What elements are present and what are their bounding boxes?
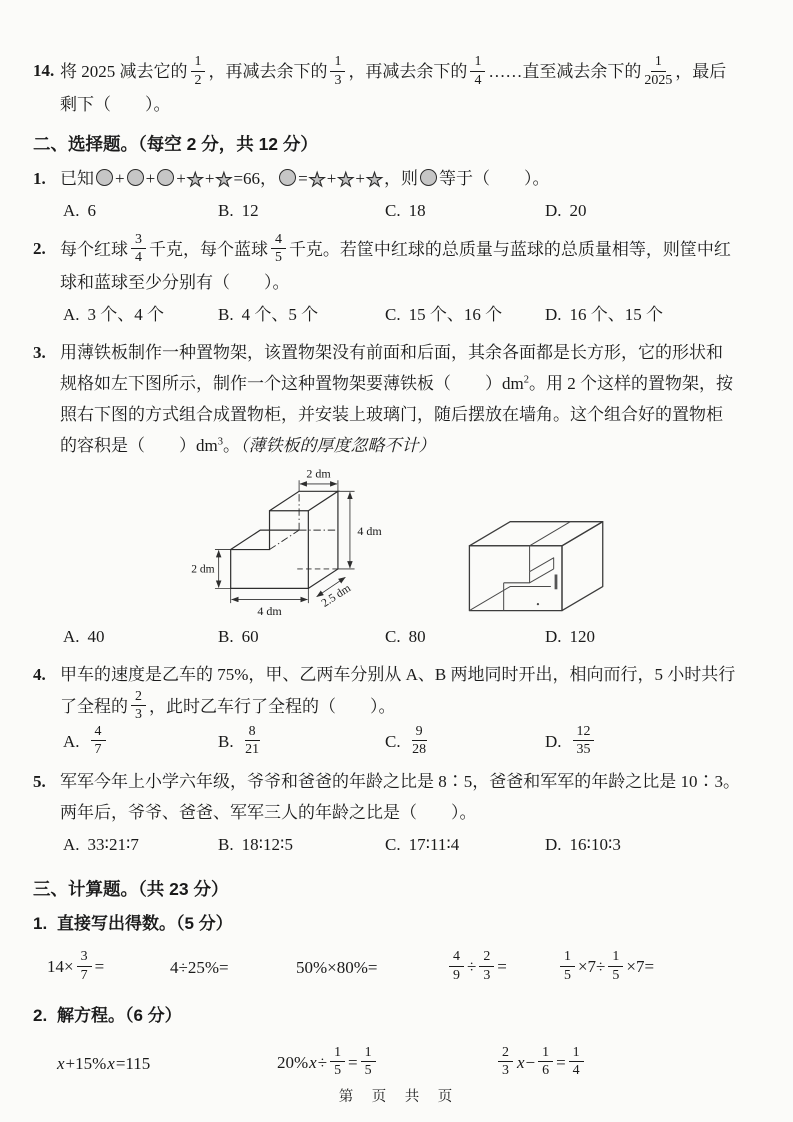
- fraction: $\frac{3}{4}$: [131, 232, 146, 266]
- question-14-number: 14.: [33, 61, 55, 80]
- star-icon: ★: [308, 168, 326, 191]
- shelf-dim-top: 2 dm: [306, 467, 331, 481]
- fraction: $\frac{3}{7}$: [77, 949, 92, 983]
- question-5-number: 5.: [33, 771, 46, 791]
- cabinet-handle: [555, 574, 558, 589]
- option-b: B. 18∶12∶5: [218, 834, 293, 854]
- question-4-options: [60, 723, 767, 760]
- option-d: D. 120: [545, 626, 596, 646]
- question-3-text-line-1: 用薄铁板制作一种置物架，该置物架没有前面和后面，其余各面都是长方形，它的形状和: [60, 342, 723, 362]
- question-14-text-line-1: 将 2025 减去它的 $\frac{1}{2}$ ，再减去余下的 $\frac{1}{3}$ ，再减去余下的 $\frac{1}{4}$ ……直至减去余下的 $\frac{1}{2025}$ ，最后: [60, 54, 727, 88]
- fraction: $\frac{2}{3}$: [131, 689, 146, 723]
- option-c: C. $\frac{9}{28}$: [385, 723, 427, 758]
- fraction: $\frac{9}{28}$: [412, 723, 427, 758]
- fraction: $\frac{12}{35}$: [573, 724, 595, 758]
- calc-2-title: 解方程。（6 分）: [57, 1006, 182, 1026]
- fraction: $\frac{1}{4}$: [569, 1045, 584, 1079]
- calc-1-header: [33, 909, 767, 940]
- shelf-dim-left: 2 dm: [191, 563, 215, 576]
- question-2-text-line-2: 球和蓝球至少分别有（ ）。: [60, 273, 290, 292]
- calc-2-row: [56, 1040, 767, 1088]
- question-1: [33, 164, 767, 232]
- question-5-text-line-1: 军军今年上小学六年级，爷爷和爸爸的年龄之比是 8∶5，爸爸和军军的年龄之比是 10∶3。: [60, 771, 740, 791]
- circle-icon: [157, 169, 174, 186]
- calc-item-3: 50%×80%=: [296, 958, 378, 978]
- question-2-text-line-1: 每个红球 $\frac{3}{4}$ 千克，每个蓝球 $\frac{4}{5}$ 千克。若筐中红球的总质量与蓝球的总质量相等，则筐中红: [60, 231, 731, 266]
- fraction: $\frac{1}{5}$: [608, 949, 623, 983]
- circle-icon: [96, 169, 113, 186]
- question-3: [33, 338, 767, 658]
- question-5: [33, 767, 767, 866]
- question-3-text-line-3: 照右下图的方式组合成置物柜，并安装上玻璃门，随后摆放在墙角。这个组合好的置物柜: [60, 404, 723, 424]
- question-2-options: [60, 300, 767, 331]
- calc-item-5: $\frac{1}{5}$ ×7÷ $\frac{1}{5}$ ×7=: [557, 951, 767, 985]
- shelf-dim-right: 4 dm: [357, 523, 382, 538]
- fraction: $\frac{8}{21}$: [245, 723, 260, 758]
- option-b: B. 4 个、5 个: [218, 304, 319, 324]
- page-footer: 第 页 共 页: [338, 1089, 455, 1105]
- calc-item-4: $\frac{4}{9}$ ÷ $\frac{2}{3}$ =: [446, 951, 557, 985]
- option-d: D. 20: [545, 200, 587, 220]
- fraction: $\frac{1}{4}$: [470, 54, 485, 88]
- calc-1-number: 1.: [33, 913, 48, 933]
- question-4-number: 4.: [33, 664, 46, 684]
- equation-3: $\frac{2}{3}$ x− $\frac{1}{6}$ = $\frac{1}{4}$: [495, 1047, 767, 1081]
- option-a: A. 33∶21∶7: [63, 834, 139, 854]
- option-b: B. 12: [218, 200, 259, 220]
- circle-icon: [279, 169, 296, 186]
- question-1-text: 已知 + + +★+★=66， =★+★+★，则 等于（ ）。: [60, 168, 550, 191]
- calc-1-row: [47, 945, 767, 991]
- option-c: C. 17∶11∶4: [385, 834, 460, 854]
- calc-2-header: [33, 1001, 767, 1032]
- question-4-text-line-1: 甲车的速度是乙车的 75%，甲、乙两车分别从 A、B 两地同时开出，相向而行，5 小时共行: [60, 664, 736, 684]
- fraction: $\frac{1}{2025}$: [644, 54, 673, 88]
- question-4: [33, 660, 767, 765]
- section-2-title: 二、选择题。（每空 2 分，共 12 分）: [33, 134, 318, 155]
- option-a: A. 3 个、4 个: [63, 304, 165, 324]
- question-3-text-line-2: 规格如左下图所示，制作一个这种置物架要薄铁板（ ）$dm^2$。用 2 个这样的置物架，按: [60, 373, 733, 393]
- question-1-options: [60, 196, 767, 227]
- shelf-diagram: [190, 468, 386, 620]
- cabinet-diagram: [462, 516, 612, 620]
- option-d: D. $\frac{12}{35}$: [545, 726, 767, 760]
- fraction: $\frac{2}{3}$: [498, 1045, 513, 1079]
- question-3-figures: [190, 468, 767, 620]
- calc-1-title: 直接写出得数。（5 分）: [57, 913, 233, 933]
- option-c: C. 15 个、16 个: [385, 304, 503, 324]
- option-c: C. 18: [385, 200, 426, 220]
- question-5-text-line-2: 两年后，爷爷、爸爸、军军三人的年龄之比是（ ）。: [60, 802, 477, 822]
- fraction: $\frac{1}{5}$: [560, 949, 575, 983]
- question-2: [33, 231, 767, 336]
- fraction: $\frac{1}{6}$: [538, 1045, 553, 1079]
- fraction: $\frac{4}{5}$: [271, 232, 286, 266]
- option-b: B. 60: [218, 626, 259, 646]
- question-1-number: 1.: [33, 168, 46, 188]
- option-a: A. 6: [63, 200, 97, 220]
- equation-1: x+15%x=115: [57, 1053, 151, 1073]
- circle-icon: [127, 169, 144, 186]
- fraction: $\frac{4}{7}$: [91, 724, 106, 758]
- fraction: $\frac{1}{5}$: [361, 1045, 376, 1079]
- fraction: $\frac{4}{9}$: [449, 949, 464, 983]
- star-icon: ★: [186, 168, 204, 191]
- option-c: C. 80: [385, 626, 426, 646]
- question-5-options: [60, 830, 767, 861]
- calc-2-number: 2.: [33, 1006, 48, 1026]
- star-icon: ★: [365, 168, 383, 191]
- question-14-text-line-2: 剩下（ ）。: [60, 95, 171, 115]
- star-icon: ★: [215, 168, 233, 191]
- remark-text: （薄铁板的厚度忽略不计）: [240, 435, 436, 455]
- question-4-text-line-2: 了全程的 $\frac{2}{3}$ ，此时乙车行了全程的（ ）。: [60, 688, 396, 723]
- calc-item-2: 4÷25%=: [170, 958, 229, 978]
- question-2-number: 2.: [33, 238, 46, 258]
- section-3-title: 三、计算题。（共 23 分）: [33, 878, 229, 899]
- option-d: D. 16 个、15 个: [545, 304, 664, 324]
- fraction: $\frac{1}{3}$: [330, 54, 345, 88]
- option-a: A. 40: [63, 626, 105, 646]
- calc-item-1: 14× $\frac{3}{7}$ =: [47, 948, 105, 983]
- question-3-text-line-4: 的容积是（ ）$dm^3$。（薄铁板的厚度忽略不计）: [60, 435, 436, 455]
- fraction: $\frac{1}{5}$: [330, 1045, 345, 1079]
- shelf-dim-bottom: 4 dm: [257, 603, 282, 618]
- question-14: [33, 56, 767, 121]
- option-a: A. $\frac{4}{7}$: [63, 726, 218, 760]
- option-b: B. $\frac{8}{21}$: [218, 723, 260, 758]
- star-icon: ★: [337, 168, 355, 191]
- shelf-dim-depth: 2.5 dm: [319, 581, 354, 610]
- equation-2: 20%x÷ $\frac{1}{5}$ = $\frac{1}{5}$: [277, 1047, 495, 1081]
- fraction: $\frac{2}{3}$: [479, 949, 494, 983]
- option-d: D. 16∶10∶3: [545, 834, 621, 854]
- question-3-number: 3.: [33, 342, 46, 362]
- fraction: $\frac{1}{2}$: [191, 54, 206, 88]
- question-3-options: [60, 622, 767, 653]
- circle-icon: [420, 169, 437, 186]
